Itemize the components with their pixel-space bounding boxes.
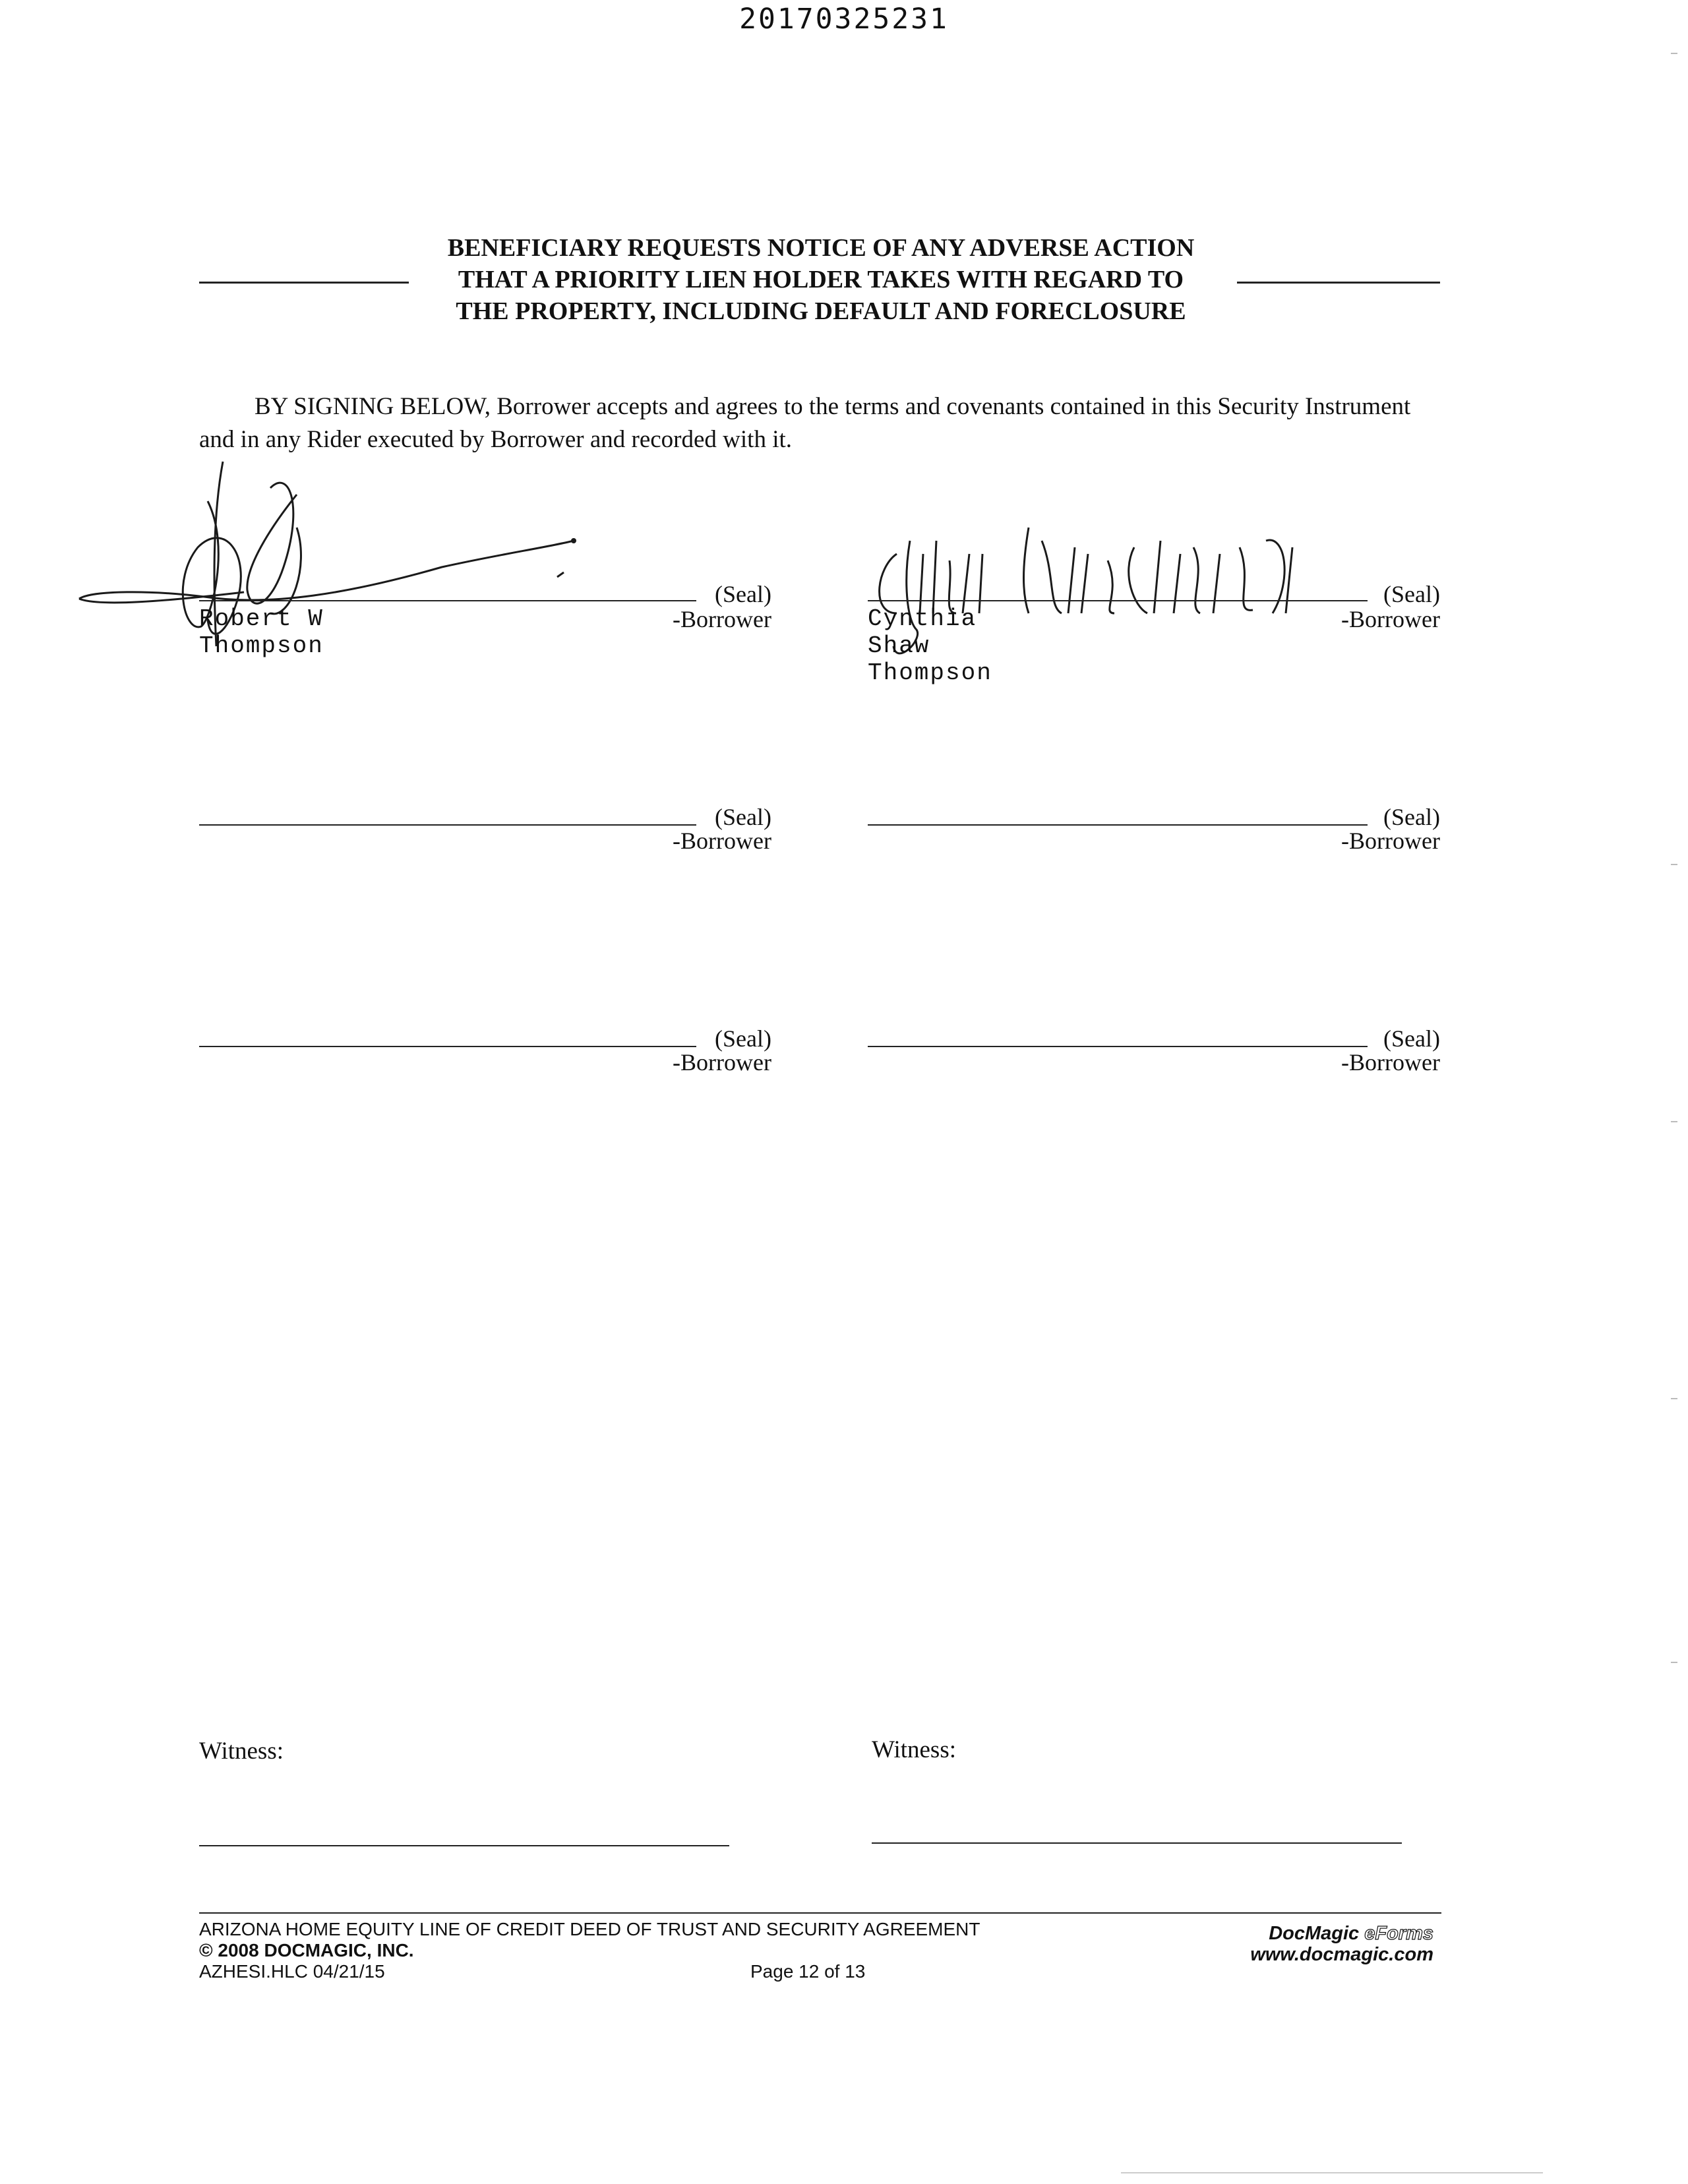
signature-line-4 (868, 824, 1368, 826)
borrower-label: -Borrower (1341, 606, 1440, 632)
signature-line-5 (199, 1046, 696, 1047)
witness-label-left: Witness: (199, 1738, 284, 1765)
scan-edge-mark (1671, 864, 1677, 865)
docmagic-website: www.docmagic.com (1250, 1944, 1433, 1965)
document-number: 20170325231 (739, 3, 949, 36)
borrower-label: -Borrower (1341, 1049, 1440, 1076)
scan-edge-mark (1671, 1662, 1677, 1663)
notice-line-2: THAT A PRIORITY LIEN HOLDER TAKES WITH REGARD TO (458, 266, 1184, 293)
signature-line-2 (868, 600, 1368, 601)
signing-paragraph-text: BY SIGNING BELOW, Borrower accepts and agrees to the terms and covenants contained in this Security Instrument and in any Rider executed by Borrower and recorded with it. (199, 393, 1411, 453)
signing-paragraph (199, 390, 1439, 456)
scan-bottom-edge (1121, 2172, 1543, 2173)
scan-edge-mark (1671, 1398, 1677, 1399)
footer-copyright: © 2008 DOCMAGIC, INC. (199, 1940, 414, 1960)
scan-edge-mark (1671, 53, 1677, 54)
scan-edge-mark (1671, 1121, 1677, 1122)
seal-label: (Seal) (1383, 804, 1440, 830)
witness-label-right: Witness: (872, 1736, 957, 1763)
borrower-label: -Borrower (673, 1049, 771, 1076)
witness-line-left (199, 1845, 729, 1846)
docmagic-brand (1121, 1923, 1433, 1944)
brand-eforms: eForms (1364, 1923, 1433, 1944)
borrower-name-typed: Robert W Thompson (199, 605, 324, 659)
seal-label: (Seal) (1383, 1025, 1440, 1052)
footer-rule (199, 1912, 1441, 1914)
notice-line-1: BENEFICIARY REQUESTS NOTICE OF ANY ADVERSE ACTION (447, 234, 1195, 262)
brand-name: DocMagic (1269, 1923, 1360, 1944)
notice-rule-right (1237, 282, 1440, 284)
notice-rule-left (199, 282, 409, 284)
signature-line-1 (199, 600, 696, 601)
seal-label: (Seal) (715, 581, 771, 607)
borrower-label: -Borrower (1341, 828, 1440, 854)
borrower-label: -Borrower (673, 606, 771, 632)
signature-line-6 (868, 1046, 1368, 1047)
borrower-label: -Borrower (673, 828, 771, 854)
footer-page-number: Page 12 of 13 (750, 1961, 866, 1982)
handwritten-signature-robert (73, 448, 613, 673)
seal-label: (Seal) (1383, 581, 1440, 607)
borrower-name-typed: Cynthia Shaw Thompson (868, 605, 992, 686)
footer-form-code: AZHESI.HLC 04/21/15 (199, 1961, 385, 1982)
footer-title: ARIZONA HOME EQUITY LINE OF CREDIT DEED OF TRUST AND SECURITY AGREEMENT (199, 1919, 980, 1939)
seal-label: (Seal) (715, 1025, 771, 1052)
seal-label: (Seal) (715, 804, 771, 830)
signature-line-3 (199, 824, 696, 826)
witness-line-right (872, 1842, 1402, 1844)
notice-line-3: THE PROPERTY, INCLUDING DEFAULT AND FORECLOSURE (456, 297, 1186, 325)
